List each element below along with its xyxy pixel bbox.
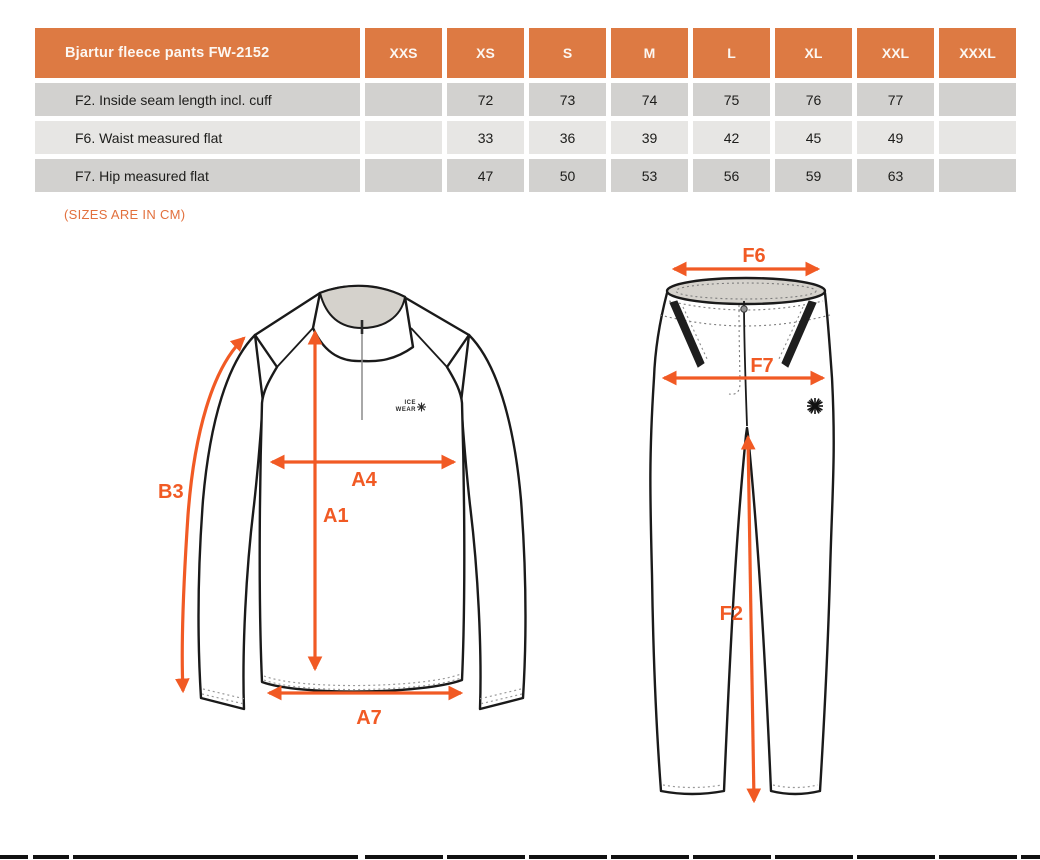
table-row <box>35 121 1016 154</box>
size-chart-table <box>30 23 1021 197</box>
cell-value: 42 <box>693 121 770 154</box>
size-header-xl: XL <box>775 28 852 78</box>
border-segment <box>693 855 771 859</box>
cell-value: 56 <box>693 159 770 192</box>
cell-value: 76 <box>775 83 852 116</box>
waist-button <box>741 306 747 312</box>
f2-label: F2 <box>719 603 743 625</box>
size-header-xxs: XXS <box>365 28 442 78</box>
table-row <box>35 159 1016 192</box>
row-label: F6. Waist measured flat <box>35 121 360 154</box>
units-note: (SIZES ARE IN CM) <box>64 207 186 222</box>
border-segment <box>775 855 853 859</box>
b3-label: B3 <box>158 481 184 503</box>
right-sleeve-outline <box>461 335 525 709</box>
cell-value <box>939 121 1016 154</box>
product-title: Bjartur fleece pants FW-2152 <box>35 28 360 78</box>
cell-value: 53 <box>611 159 688 192</box>
logo-snowflake-icon <box>417 403 426 412</box>
f6-label: F6 <box>742 245 766 267</box>
pants-diagram <box>640 245 850 825</box>
cell-value: 45 <box>775 121 852 154</box>
pants-drawing <box>640 245 850 825</box>
border-segment <box>611 855 689 859</box>
size-header-l: L <box>693 28 770 78</box>
cell-value: 74 <box>611 83 688 116</box>
cell-value: 73 <box>529 83 606 116</box>
left-sleeve-outline <box>199 335 263 709</box>
size-header-xs: XS <box>447 28 524 78</box>
cell-value: 59 <box>775 159 852 192</box>
cell-value: 50 <box>529 159 606 192</box>
cell-value <box>939 83 1016 116</box>
waist-opening <box>667 278 825 304</box>
border-segment <box>857 855 935 859</box>
fleece-top-drawing <box>150 270 580 740</box>
cell-value <box>365 121 442 154</box>
cell-value <box>365 83 442 116</box>
cell-value: 75 <box>693 83 770 116</box>
cell-value: 39 <box>611 121 688 154</box>
pants-outline <box>650 293 833 794</box>
size-header-xxxl: XXXL <box>939 28 1016 78</box>
size-header-m: M <box>611 28 688 78</box>
border-segment <box>939 855 1017 859</box>
cell-value <box>939 159 1016 192</box>
a7-label: A7 <box>356 707 382 729</box>
logo-text-line1: ICE <box>404 400 416 406</box>
border-segment <box>1021 855 1040 859</box>
border-segment <box>529 855 607 859</box>
size-header-s: S <box>529 28 606 78</box>
a4-label: A4 <box>351 469 377 491</box>
border-segment <box>365 855 443 859</box>
cell-value: 49 <box>857 121 934 154</box>
snowflake-logo-icon <box>807 398 823 414</box>
border-segment <box>447 855 525 859</box>
fleece-top-diagram <box>150 270 580 740</box>
cell-value <box>365 159 442 192</box>
cell-value: 33 <box>447 121 524 154</box>
table-row <box>35 83 1016 116</box>
cell-value: 36 <box>529 121 606 154</box>
table-header-row <box>35 28 1016 78</box>
cell-value: 47 <box>447 159 524 192</box>
row-label: F2. Inside seam length incl. cuff <box>35 83 360 116</box>
cell-value: 72 <box>447 83 524 116</box>
cell-value: 77 <box>857 83 934 116</box>
border-segment <box>33 855 69 859</box>
next-table-top-border <box>0 855 1040 860</box>
cell-value: 63 <box>857 159 934 192</box>
row-label: F7. Hip measured flat <box>35 159 360 192</box>
f7-label: F7 <box>750 355 774 377</box>
logo-text-line2: WEAR <box>395 407 416 413</box>
size-header-xxl: XXL <box>857 28 934 78</box>
a1-label: A1 <box>323 505 349 527</box>
border-segment <box>73 855 358 859</box>
border-segment <box>0 855 28 859</box>
